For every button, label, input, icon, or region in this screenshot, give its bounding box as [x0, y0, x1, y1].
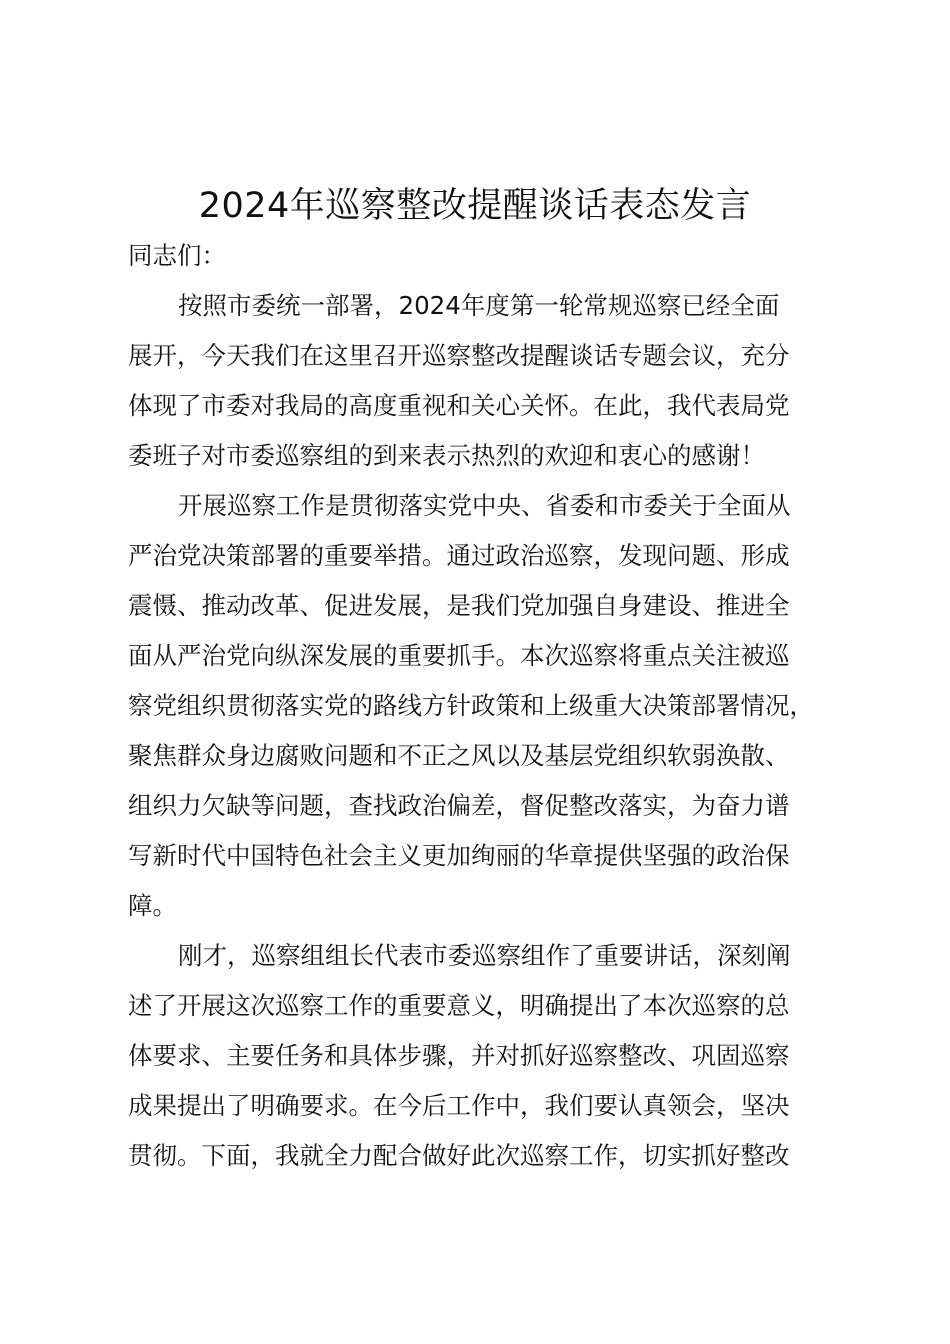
paragraph-2: [128, 486, 828, 936]
paragraph-line: 震慑、推动改革、促进发展，是我们党加强自身建设、推进全: [128, 591, 790, 620]
paragraph-line: 面从严治党向纵深发展的重要抓手。本次巡察将重点关注被巡: [128, 641, 790, 670]
paragraph-3: [128, 936, 828, 1186]
paragraph-line: 聚焦群众身边腐败问题和不正之风以及基层党组织软弱涣散、: [128, 741, 790, 770]
paragraph-line: 障。: [128, 891, 177, 920]
paragraph-line: 成果提出了明确要求。在今后工作中，我们要认真领会，坚决: [128, 1091, 790, 1120]
paragraph-line: 严治党决策部署的重要举措。通过政治巡察，发现问题、形成: [128, 541, 790, 570]
paragraph-line: 组织力欠缺等问题，查找政治偏差，督促整改落实，为奋力谱: [128, 791, 790, 820]
paragraph-line: 察党组织贯彻落实党的路线方针政策和上级重大决策部署情况，: [128, 691, 814, 720]
paragraph-line: 体现了市委对我局的高度重视和关心关怀。在此，我代表局党: [128, 391, 790, 420]
document-body: [128, 236, 828, 1186]
paragraph-line: 写新时代中国特色社会主义更加绚丽的华章提供坚强的政治保: [128, 841, 790, 870]
paragraph-line: 刚才，巡察组组长代表市委巡察组作了重要讲话，深刻阐: [178, 941, 791, 970]
paragraph-line: 开展巡察工作是贯彻落实党中央、省委和市委关于全面从: [178, 491, 791, 520]
document-title: 2024年巡察整改提醒谈话表态发言: [198, 186, 752, 226]
paragraph-line: 体要求、主要任务和具体步骤，并对抓好巡察整改、巩固巡察: [128, 1041, 790, 1070]
paragraph-line: 展开，今天我们在这里召开巡察整改提醒谈话专题会议，充分: [128, 341, 790, 370]
paragraph-line: 委班子对市委巡察组的到来表示热烈的欢迎和衷心的感谢！: [128, 441, 765, 470]
paragraph-line: 述了开展这次巡察工作的重要意义，明确提出了本次巡察的总: [128, 991, 790, 1020]
paragraph-line: 贯彻。下面，我就全力配合做好此次巡察工作，切实抓好整改: [128, 1141, 790, 1170]
greeting: 同志们：: [128, 241, 226, 270]
paragraph-line: 按照市委统一部署，2024年度第一轮常规巡察已经全面: [178, 291, 780, 320]
paragraph-1: [128, 286, 828, 486]
